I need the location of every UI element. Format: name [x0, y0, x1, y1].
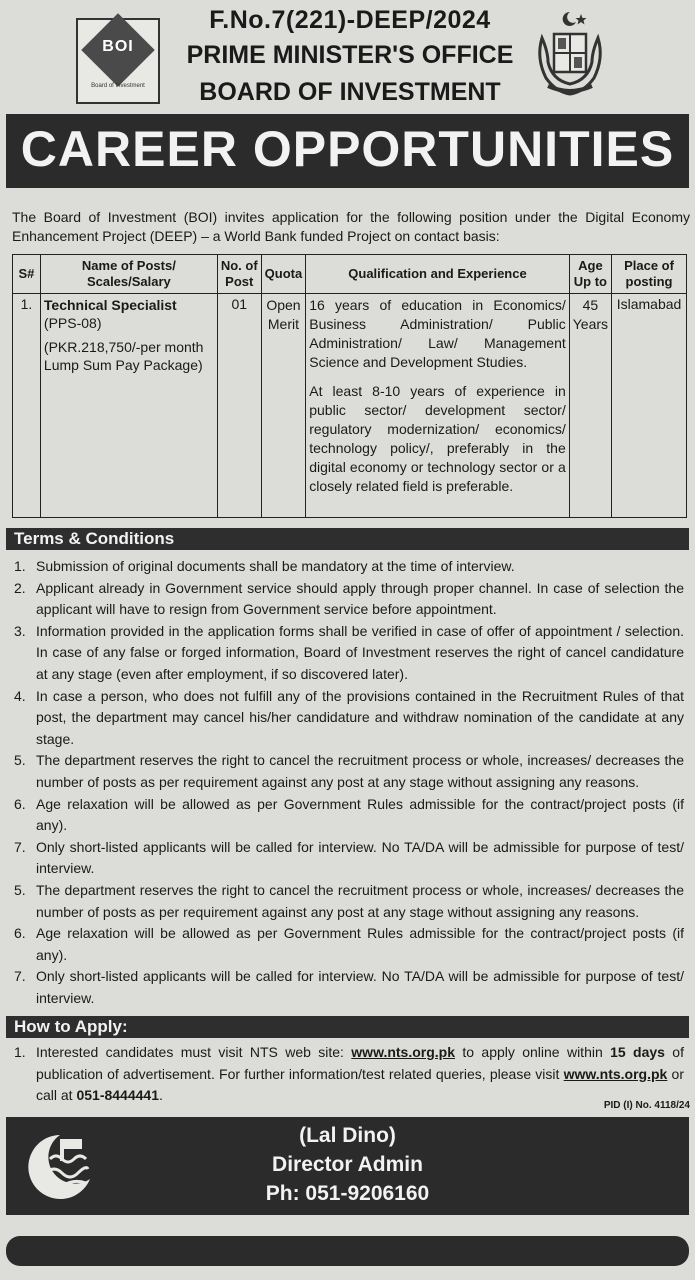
header-sno: S#: [13, 255, 41, 294]
list-item: 2. Applicant already in Government service should apply through proper channel. In case of selection the applicant will have to resign from Government service before appointment.: [14, 579, 684, 618]
post-salary: (PKR.218,750/-per month Lump Sum Pay Package): [43, 339, 204, 373]
boi-logo-caption: Board of Investment: [91, 83, 145, 89]
row-quota: Open Merit: [261, 294, 306, 518]
intro-paragraph: The Board of Investment (BOI) invites application for the following position under the Digital Economy Enhancement Project (DEEP) – a World Bank funded Project on contact basis:: [12, 209, 690, 244]
posts-table: [12, 254, 687, 518]
qualification-text: 16 years of education in Economics/ Business Administration/ Public Administration/ Law/ Management Science and Development Studies.: [309, 297, 566, 370]
row-place: Islamabad: [612, 294, 687, 518]
table-header-row: [13, 255, 687, 294]
list-item: 1. Submission of original documents shall be mandatory at the time of interview.: [14, 558, 515, 574]
post-scale: (PPS-08): [43, 315, 102, 331]
list-item: 6. Age relaxation will be allowed as per Government Rules admissible for the contract/project posts (if any).: [14, 795, 684, 834]
header-quota: Quota: [261, 255, 306, 294]
terms-heading: Terms & Conditions: [14, 529, 175, 548]
signatory-phone: Ph: 051-9206160: [265, 1182, 430, 1205]
list-item: 7. Only short-listed applicants will be called for interview. No TA/DA will be admissible for purpose of test/ interview.: [14, 968, 684, 1006]
board-title: BOARD OF INVESTMENT: [199, 78, 501, 106]
experience-text: At least 8-10 years of experience in public sector/ development sector/ regulatory modernization/ economics/ technology policy/, preferably in the digital economy or technology sector or a closely related field is preferable.: [309, 383, 566, 494]
header-name: Name of Posts/ Scales/Salary: [40, 255, 217, 294]
list-item: 3. Information provided in the application forms shall be verified in case of offer of appointment / selection. In case of any false or forged information, Board of Investment reserves the right of cancel candidature at any stage (even after employment, if so discovered later).: [14, 622, 684, 682]
signatory-name: (Lal Dino): [299, 1124, 396, 1147]
list-item: 1. Interested candidates must visit NTS web site: www.nts.org.pk to apply online within 15 days of publication of advertisement. For further information/test related queries, please visit www.nts.org.pk or call at 051-8444441.: [14, 1044, 684, 1104]
howto-heading-bar: [6, 1016, 689, 1038]
howto-list: [12, 1042, 684, 1107]
row-age: 45 Years: [569, 294, 611, 518]
deadline-days: 15 days: [610, 1044, 665, 1060]
list-item: 7. Only short-listed applicants will be called for interview. No TA/DA will be admissible for purpose of test/ interview.: [14, 838, 684, 877]
header-place: Place of posting: [612, 255, 687, 294]
boi-logo: [76, 18, 160, 104]
boi-logo-text: BOI: [102, 38, 134, 55]
contact-phone: 051-8444441: [76, 1087, 159, 1104]
header-age: Age Up to: [569, 255, 611, 294]
career-banner: [6, 114, 689, 188]
header-posts: No. of Post: [217, 255, 261, 294]
pid-number: PID (I) No. 4118/24: [603, 1100, 690, 1111]
list-item: 6. Age relaxation will be allowed as per Government Rules admissible for the contract/project posts (if any).: [14, 925, 684, 963]
office-title: PRIME MINISTER'S OFFICE: [186, 41, 514, 69]
terms-list: [12, 556, 684, 1009]
nts-website-link[interactable]: www.nts.org.pk: [351, 1044, 456, 1060]
terms-heading-bar: [6, 528, 689, 550]
header-qualification: Qualification and Experience: [306, 255, 570, 294]
banner-title: CAREER OPPORTUNITIES: [20, 121, 675, 177]
signatory-designation: Director Admin: [272, 1153, 423, 1176]
howto-heading: How to Apply:: [14, 1017, 128, 1036]
row-sno: 1.: [13, 294, 41, 518]
list-item: 5. The department reserves the right to cancel the recruitment process or whole, increases/ decreases the number of posts as per requirement against any post at any stage without assigning any reasons.: [14, 752, 684, 790]
file-number: F.No.7(221)-DEEP/2024: [209, 6, 491, 34]
footer: [6, 1117, 689, 1215]
list-item: 5. The department reserves the right to cancel the recruitment process or whole, increases/ decreases the number of posts as per requirement against any post at any stage without assigning any reasons.: [14, 881, 684, 920]
nts-website-link-2[interactable]: www.nts.org.pk: [563, 1065, 668, 1082]
bottom-strip: [6, 1236, 689, 1266]
header: [0, 0, 695, 112]
table-row: [13, 294, 687, 518]
row-post-name: [40, 294, 217, 518]
list-item: 4. In case a person, who does not fulfill any of the provisions contained in the Recruitment Rules of that post, the department may cancel his/her candidature and withdraw nomination of the candidate at any stage.: [14, 687, 684, 747]
row-posts: 01: [217, 294, 261, 518]
row-qualification: [306, 294, 570, 518]
post-title: Technical Specialist: [43, 297, 177, 313]
state-emblem-icon: [534, 8, 606, 104]
